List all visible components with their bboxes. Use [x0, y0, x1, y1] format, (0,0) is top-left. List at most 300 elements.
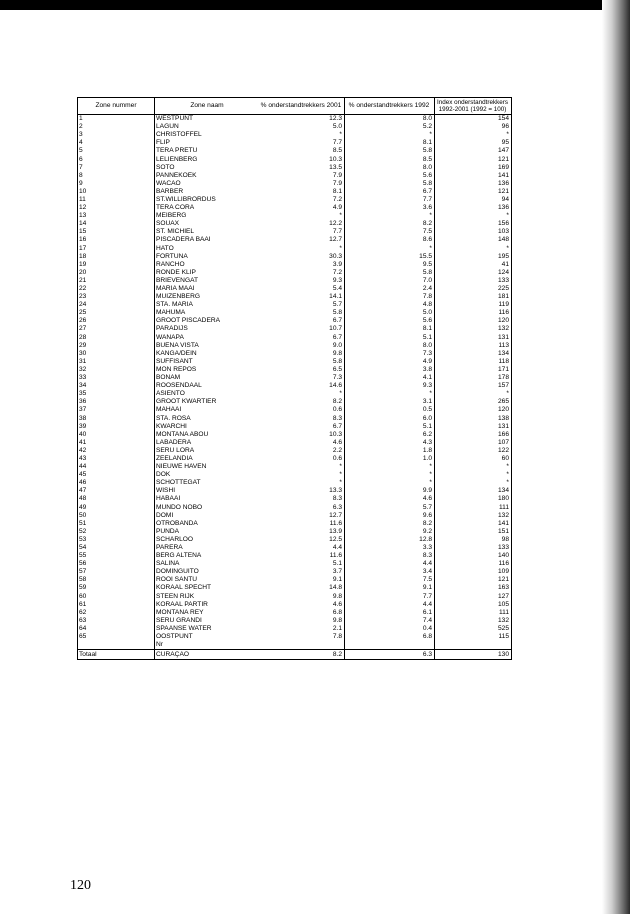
zone-number-cell: 42 [78, 447, 155, 455]
table-row [78, 309, 512, 317]
pct-1992-cell: 8.6 [345, 236, 435, 244]
table-row [78, 204, 512, 212]
zone-number-cell: 6 [78, 155, 155, 163]
pct-2001-cell: 2.2 [259, 447, 345, 455]
zone-name-cell: STA. MARIA [156, 301, 193, 309]
pct-1992-cell: 5.0 [345, 309, 435, 317]
pct-2001-cell: 3.9 [259, 261, 345, 269]
pct-1992-cell: 7.7 [345, 196, 435, 204]
pct-2001-cell [259, 641, 345, 650]
pct-1992-cell [345, 641, 435, 650]
index-cell: 121 [435, 188, 512, 196]
zone-name-cell: WISHI [156, 487, 176, 495]
zone-number-cell: 36 [78, 398, 155, 406]
pct-1992-cell: 15.5 [345, 253, 435, 261]
zone-number-cell: 38 [78, 414, 155, 422]
table-row [78, 188, 512, 196]
zone-number-cell: 17 [78, 245, 155, 253]
zone-name-cell: MAHUMA [156, 309, 186, 317]
pct-1992-cell: 5.8 [345, 147, 435, 155]
table-row [78, 277, 512, 285]
pct-2001-cell: 12.7 [259, 512, 345, 520]
zone-number-cell: 58 [78, 576, 155, 584]
pct-2001-cell: * [259, 463, 345, 471]
table-row [78, 641, 512, 650]
zone-number-cell: 23 [78, 293, 155, 301]
pct-1992-cell: 3.8 [345, 366, 435, 374]
zone-number-cell: 31 [78, 358, 155, 366]
index-cell: 178 [435, 374, 512, 382]
table-row [78, 147, 512, 155]
pct-2001-cell: 8.1 [259, 188, 345, 196]
index-cell: 115 [435, 633, 512, 641]
index-cell: 121 [435, 155, 512, 163]
zone-number-cell: 53 [78, 536, 155, 544]
table-row [78, 414, 512, 422]
zone-name-cell: BUENA VISTA [156, 341, 199, 349]
zone-name-cell: NIEUWE HAVEN [156, 463, 207, 471]
pct-2001-cell: 2.1 [259, 625, 345, 633]
pct-1992-cell: 5.8 [345, 269, 435, 277]
pct-2001-cell: 12.3 [259, 115, 345, 124]
pct-2001-cell: * [259, 131, 345, 139]
zone-name-cell: WACAO [156, 179, 181, 187]
zone-number-cell: 12 [78, 204, 155, 212]
pct-1992-cell: 8.0 [345, 115, 435, 124]
index-cell: * [435, 245, 512, 253]
index-cell: 132 [435, 325, 512, 333]
zone-name-cell: OTROBANDA [156, 519, 198, 527]
table-row [78, 512, 512, 520]
table-row [78, 253, 512, 261]
index-cell: 107 [435, 439, 512, 447]
zone-name-cell: DOK [156, 471, 171, 479]
zone-number-cell: 37 [78, 406, 155, 414]
index-cell: 138 [435, 414, 512, 422]
table-row [78, 285, 512, 293]
table-row [78, 406, 512, 414]
zone-number-cell: 26 [78, 317, 155, 325]
index-cell: 141 [435, 520, 512, 528]
zone-number-cell: 51 [78, 520, 155, 528]
pct-2001-cell: 0.6 [259, 455, 345, 463]
zone-number-cell: 60 [78, 593, 155, 601]
pct-1992-cell: 4.1 [345, 374, 435, 382]
index-cell: 136 [435, 204, 512, 212]
zone-name-cell: TERA CORA [156, 204, 195, 212]
table-row [78, 220, 512, 228]
zone-name-cell: ST.WILLIBRORDUS [156, 195, 216, 203]
zone-name-cell: WANAPA [156, 333, 184, 341]
zone-number-cell: 1 [78, 115, 155, 124]
pct-2001-cell: 10.3 [259, 431, 345, 439]
table-row [78, 390, 512, 398]
zone-name-cell: STEEN RIJK [156, 592, 195, 600]
pct-1992-cell: 3.1 [345, 398, 435, 406]
table-header-row [78, 98, 512, 115]
pct-2001-cell: 6.3 [259, 504, 345, 512]
zone-name-cell: HATO [156, 244, 174, 252]
pct-1992-cell: 8.1 [345, 139, 435, 147]
index-cell: 181 [435, 293, 512, 301]
pct-1992-cell: 4.9 [345, 358, 435, 366]
zone-name-cell: BRIEVENGAT [156, 276, 199, 284]
pct-1992-cell: 8.1 [345, 325, 435, 333]
zone-number-cell: 40 [78, 431, 155, 439]
zone-name-cell: BERG ALTENA [156, 552, 202, 560]
pct-1992-cell: 7.4 [345, 617, 435, 625]
zone-number-cell: 52 [78, 528, 155, 536]
pct-1992-cell: 6.8 [345, 633, 435, 641]
pct-1992-cell: 4.3 [345, 439, 435, 447]
pct-2001-cell: 7.2 [259, 269, 345, 277]
pct-1992-cell: 9.3 [345, 382, 435, 390]
table-row [78, 447, 512, 455]
table-row [78, 625, 512, 633]
zone-name-cell: MAHAAI [156, 406, 182, 414]
zone-name-cell: SERU LORA [156, 446, 195, 454]
pct-1992-cell: * [345, 463, 435, 471]
pct-2001-cell: 8.3 [259, 414, 345, 422]
table-row [78, 633, 512, 641]
pct-1992-cell: 2.4 [345, 285, 435, 293]
pct-2001-cell: 0.6 [259, 406, 345, 414]
pct-2001-cell: 12.5 [259, 536, 345, 544]
pct-2001-cell: 6.8 [259, 609, 345, 617]
pct-2001-cell: 10.7 [259, 325, 345, 333]
table-row [78, 155, 512, 163]
table-row [78, 560, 512, 568]
table-row [78, 334, 512, 342]
table-row [78, 568, 512, 576]
pct-1992-cell: 3.6 [345, 204, 435, 212]
pct-2001-cell: 5.0 [259, 123, 345, 131]
index-cell: 95 [435, 139, 512, 147]
table-row [78, 131, 512, 139]
table-row [78, 269, 512, 277]
pct-2001-cell: 9.8 [259, 350, 345, 358]
pct-1992-cell: 9.9 [345, 487, 435, 495]
pct-2001-cell: 7.9 [259, 172, 345, 180]
zone-name-cell: SPAANSE WATER [156, 624, 212, 632]
pct-1992-cell: 6.2 [345, 431, 435, 439]
zone-name-cell: KORAAL PARTIR [156, 600, 208, 608]
zone-number-cell: 43 [78, 455, 155, 463]
pct-1992-cell: 5.6 [345, 317, 435, 325]
index-cell: 134 [435, 487, 512, 495]
index-cell: 180 [435, 495, 512, 503]
table-row [78, 617, 512, 625]
pct-2001-cell: * [259, 471, 345, 479]
table-row [78, 180, 512, 188]
pct-2001-cell: 5.8 [259, 358, 345, 366]
pct-1992-cell: 12.8 [345, 536, 435, 544]
table-row [78, 245, 512, 253]
zone-number-cell: 34 [78, 382, 155, 390]
scan-right-shadow [602, 0, 630, 914]
zone-number-cell: 64 [78, 625, 155, 633]
zone-number-cell: 16 [78, 236, 155, 244]
header-index-line2: 1992-2001 (1992 = 100) [438, 106, 507, 113]
zone-number-cell: 19 [78, 261, 155, 269]
index-cell: 225 [435, 285, 512, 293]
zone-name-cell: STA. ROSA [156, 414, 191, 422]
zone-name-cell: SERU GRANDI [156, 616, 202, 624]
pct-2001-cell: * [259, 479, 345, 487]
table-row [78, 609, 512, 617]
table-row [78, 544, 512, 552]
pct-2001-cell: 5.7 [259, 301, 345, 309]
pct-2001-cell: 13.9 [259, 528, 345, 536]
pct-1992-cell: 6.7 [345, 188, 435, 196]
pct-1992-cell: 7.5 [345, 228, 435, 236]
zone-number-cell: 25 [78, 309, 155, 317]
index-cell: 127 [435, 593, 512, 601]
pct-1992-cell: 9.5 [345, 261, 435, 269]
index-cell: * [435, 390, 512, 398]
zone-number-cell: 5 [78, 147, 155, 155]
zone-name-cell: MARIA MAAI [156, 285, 195, 293]
table-row [78, 584, 512, 592]
table-row [78, 504, 512, 512]
zone-name-cell: GROOT PISCADERA [156, 317, 220, 325]
zone-name-cell: TERA PRETU [156, 147, 198, 155]
zone-number-cell: 7 [78, 164, 155, 172]
zone-number-cell: 30 [78, 350, 155, 358]
zone-number-cell: 59 [78, 584, 155, 592]
pct-1992-cell: 9.6 [345, 512, 435, 520]
zone-number-cell: 10 [78, 188, 155, 196]
zone-number-cell: 9 [78, 180, 155, 188]
table-row [78, 139, 512, 147]
pct-2001-cell: 4.6 [259, 601, 345, 609]
index-cell: 113 [435, 342, 512, 350]
zone-number-cell: 24 [78, 301, 155, 309]
pct-2001-cell: 9.8 [259, 593, 345, 601]
table-row [78, 261, 512, 269]
zone-name-cell: MON REPOS [156, 365, 197, 373]
zone-name-cell: KWARCHI [156, 422, 187, 430]
pct-2001-cell: 5.4 [259, 285, 345, 293]
table-row [78, 487, 512, 495]
zone-number-cell: 3 [78, 131, 155, 139]
zone-name-cell: FORTUNA [156, 252, 188, 260]
table-row [78, 601, 512, 609]
pct-1992-cell: 8.5 [345, 155, 435, 163]
index-cell: 41 [435, 261, 512, 269]
table-row [78, 479, 512, 487]
pct-2001-cell: 5.1 [259, 560, 345, 568]
pct-1992-cell: 7.0 [345, 277, 435, 285]
pct-1992-cell: * [345, 131, 435, 139]
table-row [78, 398, 512, 406]
zone-name-cell: PARERA [156, 544, 183, 552]
index-cell: * [435, 463, 512, 471]
index-cell: 171 [435, 366, 512, 374]
index-cell: 121 [435, 576, 512, 584]
index-cell: 151 [435, 528, 512, 536]
zone-number-cell: 35 [78, 390, 155, 398]
pct-1992-cell: 5.1 [345, 423, 435, 431]
pct-2001-cell: 7.9 [259, 180, 345, 188]
page-number: 120 [70, 878, 91, 893]
pct-1992-cell: 8.3 [345, 552, 435, 560]
pct-1992-cell: 5.7 [345, 504, 435, 512]
pct-2001-cell: 4.9 [259, 204, 345, 212]
pct-2001-cell: 6.7 [259, 423, 345, 431]
pct-2001-cell: 13.5 [259, 164, 345, 172]
pct-2001-cell: 6.5 [259, 366, 345, 374]
zone-number-cell: 29 [78, 342, 155, 350]
pct-1992-cell: 4.8 [345, 301, 435, 309]
zone-name-cell: SCHOTTEGAT [156, 479, 201, 487]
index-cell [435, 641, 512, 650]
pct-2001-cell: 11.6 [259, 520, 345, 528]
zone-name-cell: KORAAL SPECHT [156, 584, 212, 592]
zone-name-cell: HABAAI [156, 495, 181, 503]
pct-2001-cell: 12.2 [259, 220, 345, 228]
pct-1992-cell: 0.5 [345, 406, 435, 414]
pct-2001-cell: 9.3 [259, 277, 345, 285]
pct-1992-cell: 7.5 [345, 576, 435, 584]
zone-number-cell: 55 [78, 552, 155, 560]
zone-number-cell: 13 [78, 212, 155, 220]
header-pct-1992: % onderstandtrekkers 1992 [345, 98, 435, 115]
zone-name-cell: SCHARLOO [156, 535, 194, 543]
pct-1992-cell: 4.4 [345, 601, 435, 609]
header-zone-nummer: Zone nummer [78, 98, 155, 115]
zone-name-cell: GROOT KWARTIER [156, 398, 217, 406]
header-index-line1: Index onderstandtrekkers [436, 99, 509, 106]
index-cell: * [435, 212, 512, 220]
zone-name-cell: ST. MICHIEL [156, 228, 195, 236]
table-row [78, 325, 512, 333]
zone-name-cell: MONTANA ABOU [156, 430, 209, 438]
index-cell: 132 [435, 617, 512, 625]
index-cell: 169 [435, 164, 512, 172]
zone-name-cell: ZEELANDIA [156, 454, 193, 462]
pct-1992-cell: 5.6 [345, 172, 435, 180]
pct-1992-cell: 0.4 [345, 625, 435, 633]
header-index [435, 98, 512, 115]
pct-1992-cell: 8.0 [345, 342, 435, 350]
zone-number-cell [78, 641, 155, 650]
zone-number-cell: 45 [78, 471, 155, 479]
zone-name-cell: SALINA [156, 560, 180, 568]
zone-number-cell: 33 [78, 374, 155, 382]
zone-number-cell: 54 [78, 544, 155, 552]
table-row [78, 536, 512, 544]
pct-2001-cell: 4.4 [259, 544, 345, 552]
pct-2001-cell: 8.5 [259, 147, 345, 155]
total-index: 130 [435, 650, 512, 660]
pct-1992-cell: 3.4 [345, 568, 435, 576]
table-row [78, 115, 512, 124]
table-row [78, 593, 512, 601]
zone-name-cell: MEIBERG [156, 212, 187, 220]
zone-name-cell: BARBER [156, 187, 184, 195]
zone-number-cell: 41 [78, 439, 155, 447]
zone-number-cell: 62 [78, 609, 155, 617]
pct-2001-cell: 14.1 [259, 293, 345, 301]
zone-number-cell: 32 [78, 366, 155, 374]
index-cell: 116 [435, 309, 512, 317]
pct-2001-cell: 8.2 [259, 398, 345, 406]
pct-1992-cell: 7.8 [345, 293, 435, 301]
table-row [78, 342, 512, 350]
table-row [78, 212, 512, 220]
table-row [78, 528, 512, 536]
table-row [78, 172, 512, 180]
table-row [78, 123, 512, 131]
zone-number-cell: 14 [78, 220, 155, 228]
zone-name-cell: DOMINGUITO [156, 568, 199, 576]
pct-2001-cell: 7.8 [259, 633, 345, 641]
pct-1992-cell: 8.0 [345, 164, 435, 172]
zone-name-cell: LABADERA [156, 438, 192, 446]
pct-2001-cell: 9.0 [259, 342, 345, 350]
table-row [78, 552, 512, 560]
zone-number-cell: 2 [78, 123, 155, 131]
index-cell: * [435, 471, 512, 479]
index-cell: * [435, 131, 512, 139]
index-cell: 133 [435, 544, 512, 552]
zone-number-cell: 4 [78, 139, 155, 147]
pct-1992-cell: 6.1 [345, 609, 435, 617]
table-row [78, 576, 512, 584]
header-zone-naam: Zone naam [155, 98, 260, 115]
zone-number-cell: 11 [78, 196, 155, 204]
pct-2001-cell: 10.3 [259, 155, 345, 163]
pct-2001-cell: 30.3 [259, 253, 345, 261]
table-row [78, 164, 512, 172]
table-body [78, 115, 512, 650]
zone-name-cell: MONTANA REY [156, 608, 204, 616]
zone-name-cell: SUFFISANT [156, 357, 193, 365]
zone-number-cell: 50 [78, 512, 155, 520]
zone-name-cell: SOTO [156, 163, 175, 171]
zone-name-cell: OOSTPUNT [156, 633, 193, 641]
index-cell: 98 [435, 536, 512, 544]
zone-name-cell: CHRISTOFFEL [156, 131, 202, 139]
index-cell: 166 [435, 431, 512, 439]
index-cell: 132 [435, 512, 512, 520]
zone-name-cell: RONDE KLIP [156, 268, 196, 276]
pct-2001-cell: 6.7 [259, 317, 345, 325]
table-row [78, 423, 512, 431]
pct-1992-cell: 5.2 [345, 123, 435, 131]
pct-1992-cell: * [345, 212, 435, 220]
index-cell: 120 [435, 317, 512, 325]
pct-2001-cell: 14.6 [259, 382, 345, 390]
zone-name-cell: PISCADERA BAAI [156, 236, 211, 244]
table-row [78, 520, 512, 528]
pct-1992-cell: 7.7 [345, 593, 435, 601]
zone-name-cell: LELIENBERG [156, 155, 198, 163]
zone-name-cell: PUNDA [156, 527, 180, 535]
table-row [78, 366, 512, 374]
zone-number-cell: 39 [78, 423, 155, 431]
zone-number-cell: 65 [78, 633, 155, 641]
pct-2001-cell: 4.6 [259, 439, 345, 447]
index-cell: 195 [435, 253, 512, 261]
zone-number-cell: 57 [78, 568, 155, 576]
zone-number-cell: 20 [78, 269, 155, 277]
zone-number-cell: 8 [78, 172, 155, 180]
index-cell: 525 [435, 625, 512, 633]
index-cell: 147 [435, 147, 512, 155]
pct-2001-cell: 9.1 [259, 576, 345, 584]
